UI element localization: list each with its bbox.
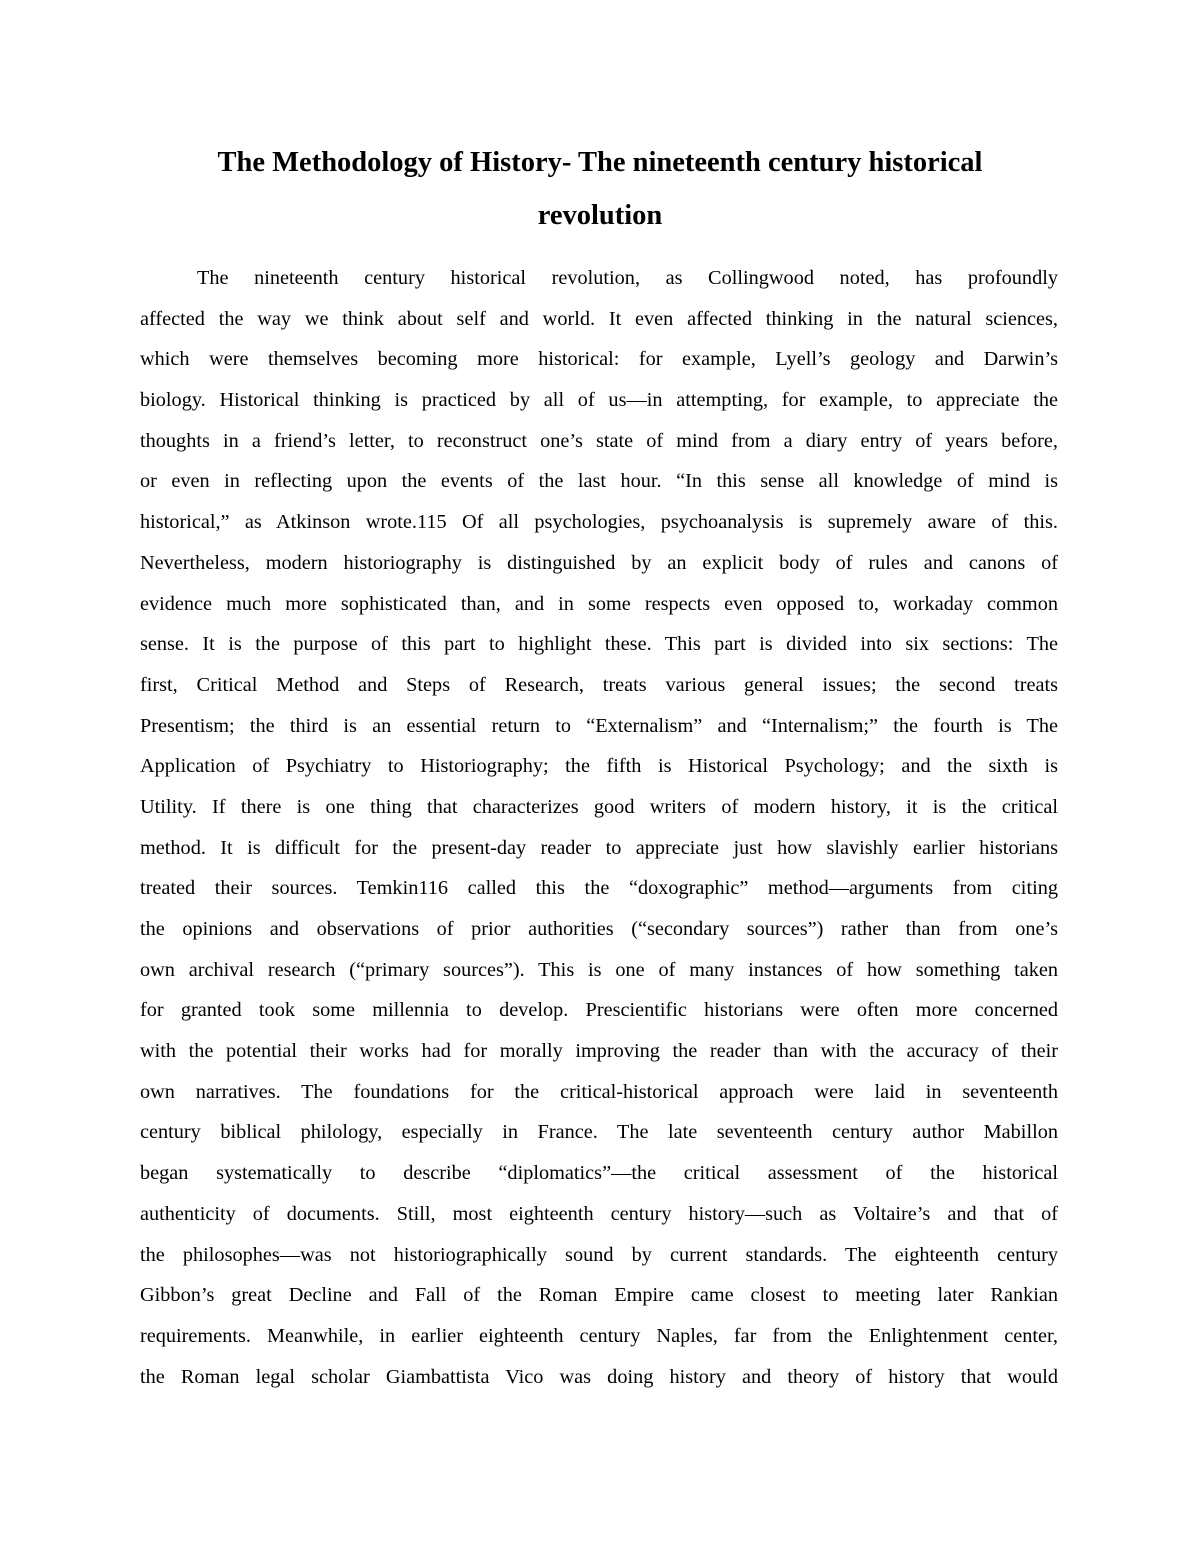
paragraph-line: evidence much more sophisticated than, and in some respects even opposed to, workaday common	[140, 592, 1058, 615]
paragraph-line: The nineteenth century historical revolution, as Collingwood noted, has profoundly	[197, 267, 1058, 289]
paragraph-line: own narratives. The foundations for the critical-historical approach were laid in seventeenth	[140, 1080, 1058, 1103]
paragraph-line: affected the way we think about self and world. It even affected thinking in the natural sciences,	[140, 307, 1058, 330]
title-line-2: revolution	[537, 200, 663, 231]
paragraph-line: Gibbon’s great Decline and Fall of the Roman Empire came closest to meeting later Rankian	[140, 1284, 1058, 1307]
paragraph-line: Application of Psychiatry to Historiography; the fifth is Historical Psychology; and the sixth is	[140, 755, 1058, 778]
paragraph-line: Utility. If there is one thing that characterizes good writers of modern history, it is the critical	[140, 795, 1058, 818]
paragraph-line: requirements. Meanwhile, in earlier eighteenth century Naples, far from the Enlightenment center,	[140, 1324, 1058, 1347]
paragraph-line: the opinions and observations of prior authorities (“secondary sources”) rather than from one’s	[140, 918, 1058, 940]
paragraph-line: historical,” as Atkinson wrote.115 Of all psychologies, psychoanalysis is supremely aware of this.	[140, 511, 1058, 534]
paragraph-line: sense. It is the purpose of this part to highlight these. This part is divided into six sections: The	[140, 633, 1058, 656]
paragraph-line: which were themselves becoming more historical: for example, Lyell’s geology and Darwin’s	[140, 348, 1058, 371]
paragraph-line: the Roman legal scholar Giambattista Vico was doing history and theory of history that would	[140, 1365, 1058, 1388]
paragraph-line: for granted took some millennia to develop. Prescientific historians were often more concerned	[140, 999, 1058, 1022]
paragraph-line: Presentism; the third is an essential return to “Externalism” and “Internalism;” the fourth is The	[140, 714, 1058, 737]
paragraph-line: with the potential their works had for morally improving the reader than with the accuracy of their	[140, 1040, 1058, 1063]
paragraph-line: authenticity of documents. Still, most eighteenth century history—such as Voltaire’s and that of	[140, 1202, 1058, 1225]
paragraph-line: the philosophes—was not historiographically sound by current standards. The eighteenth century	[140, 1243, 1058, 1266]
paragraph-line: biology. Historical thinking is practiced by all of us—in attempting, for example, to appreciate the	[140, 389, 1058, 412]
paragraph-line: treated their sources. Temkin116 called this the “doxographic” method—arguments from citing	[140, 877, 1058, 900]
paragraph-line: method. It is difficult for the present-day reader to appreciate just how slavishly earlier historians	[140, 836, 1058, 859]
paragraph-line: first, Critical Method and Steps of Research, treats various general issues; the second treats	[140, 673, 1058, 696]
title-line-1: The Methodology of History- The nineteenth century historical	[217, 147, 983, 178]
paragraph-line: or even in reflecting upon the events of the last hour. “In this sense all knowledge of mind is	[140, 470, 1058, 493]
paragraph-line: century biblical philology, especially in France. The late seventeenth century author Mabillon	[140, 1121, 1058, 1144]
body-paragraph	[140, 258, 1058, 1397]
paragraph-line: Nevertheless, modern historiography is distinguished by an explicit body of rules and canons of	[140, 551, 1058, 574]
paragraph-line: began systematically to describe “diplomatics”—the critical assessment of the historical	[140, 1162, 1058, 1185]
paragraph-line: own archival research (“primary sources”). This is one of many instances of how something taken	[140, 958, 1058, 981]
document-title	[140, 136, 1060, 242]
paragraph-line: thoughts in a friend’s letter, to reconstruct one’s state of mind from a diary entry of years before,	[140, 429, 1058, 452]
